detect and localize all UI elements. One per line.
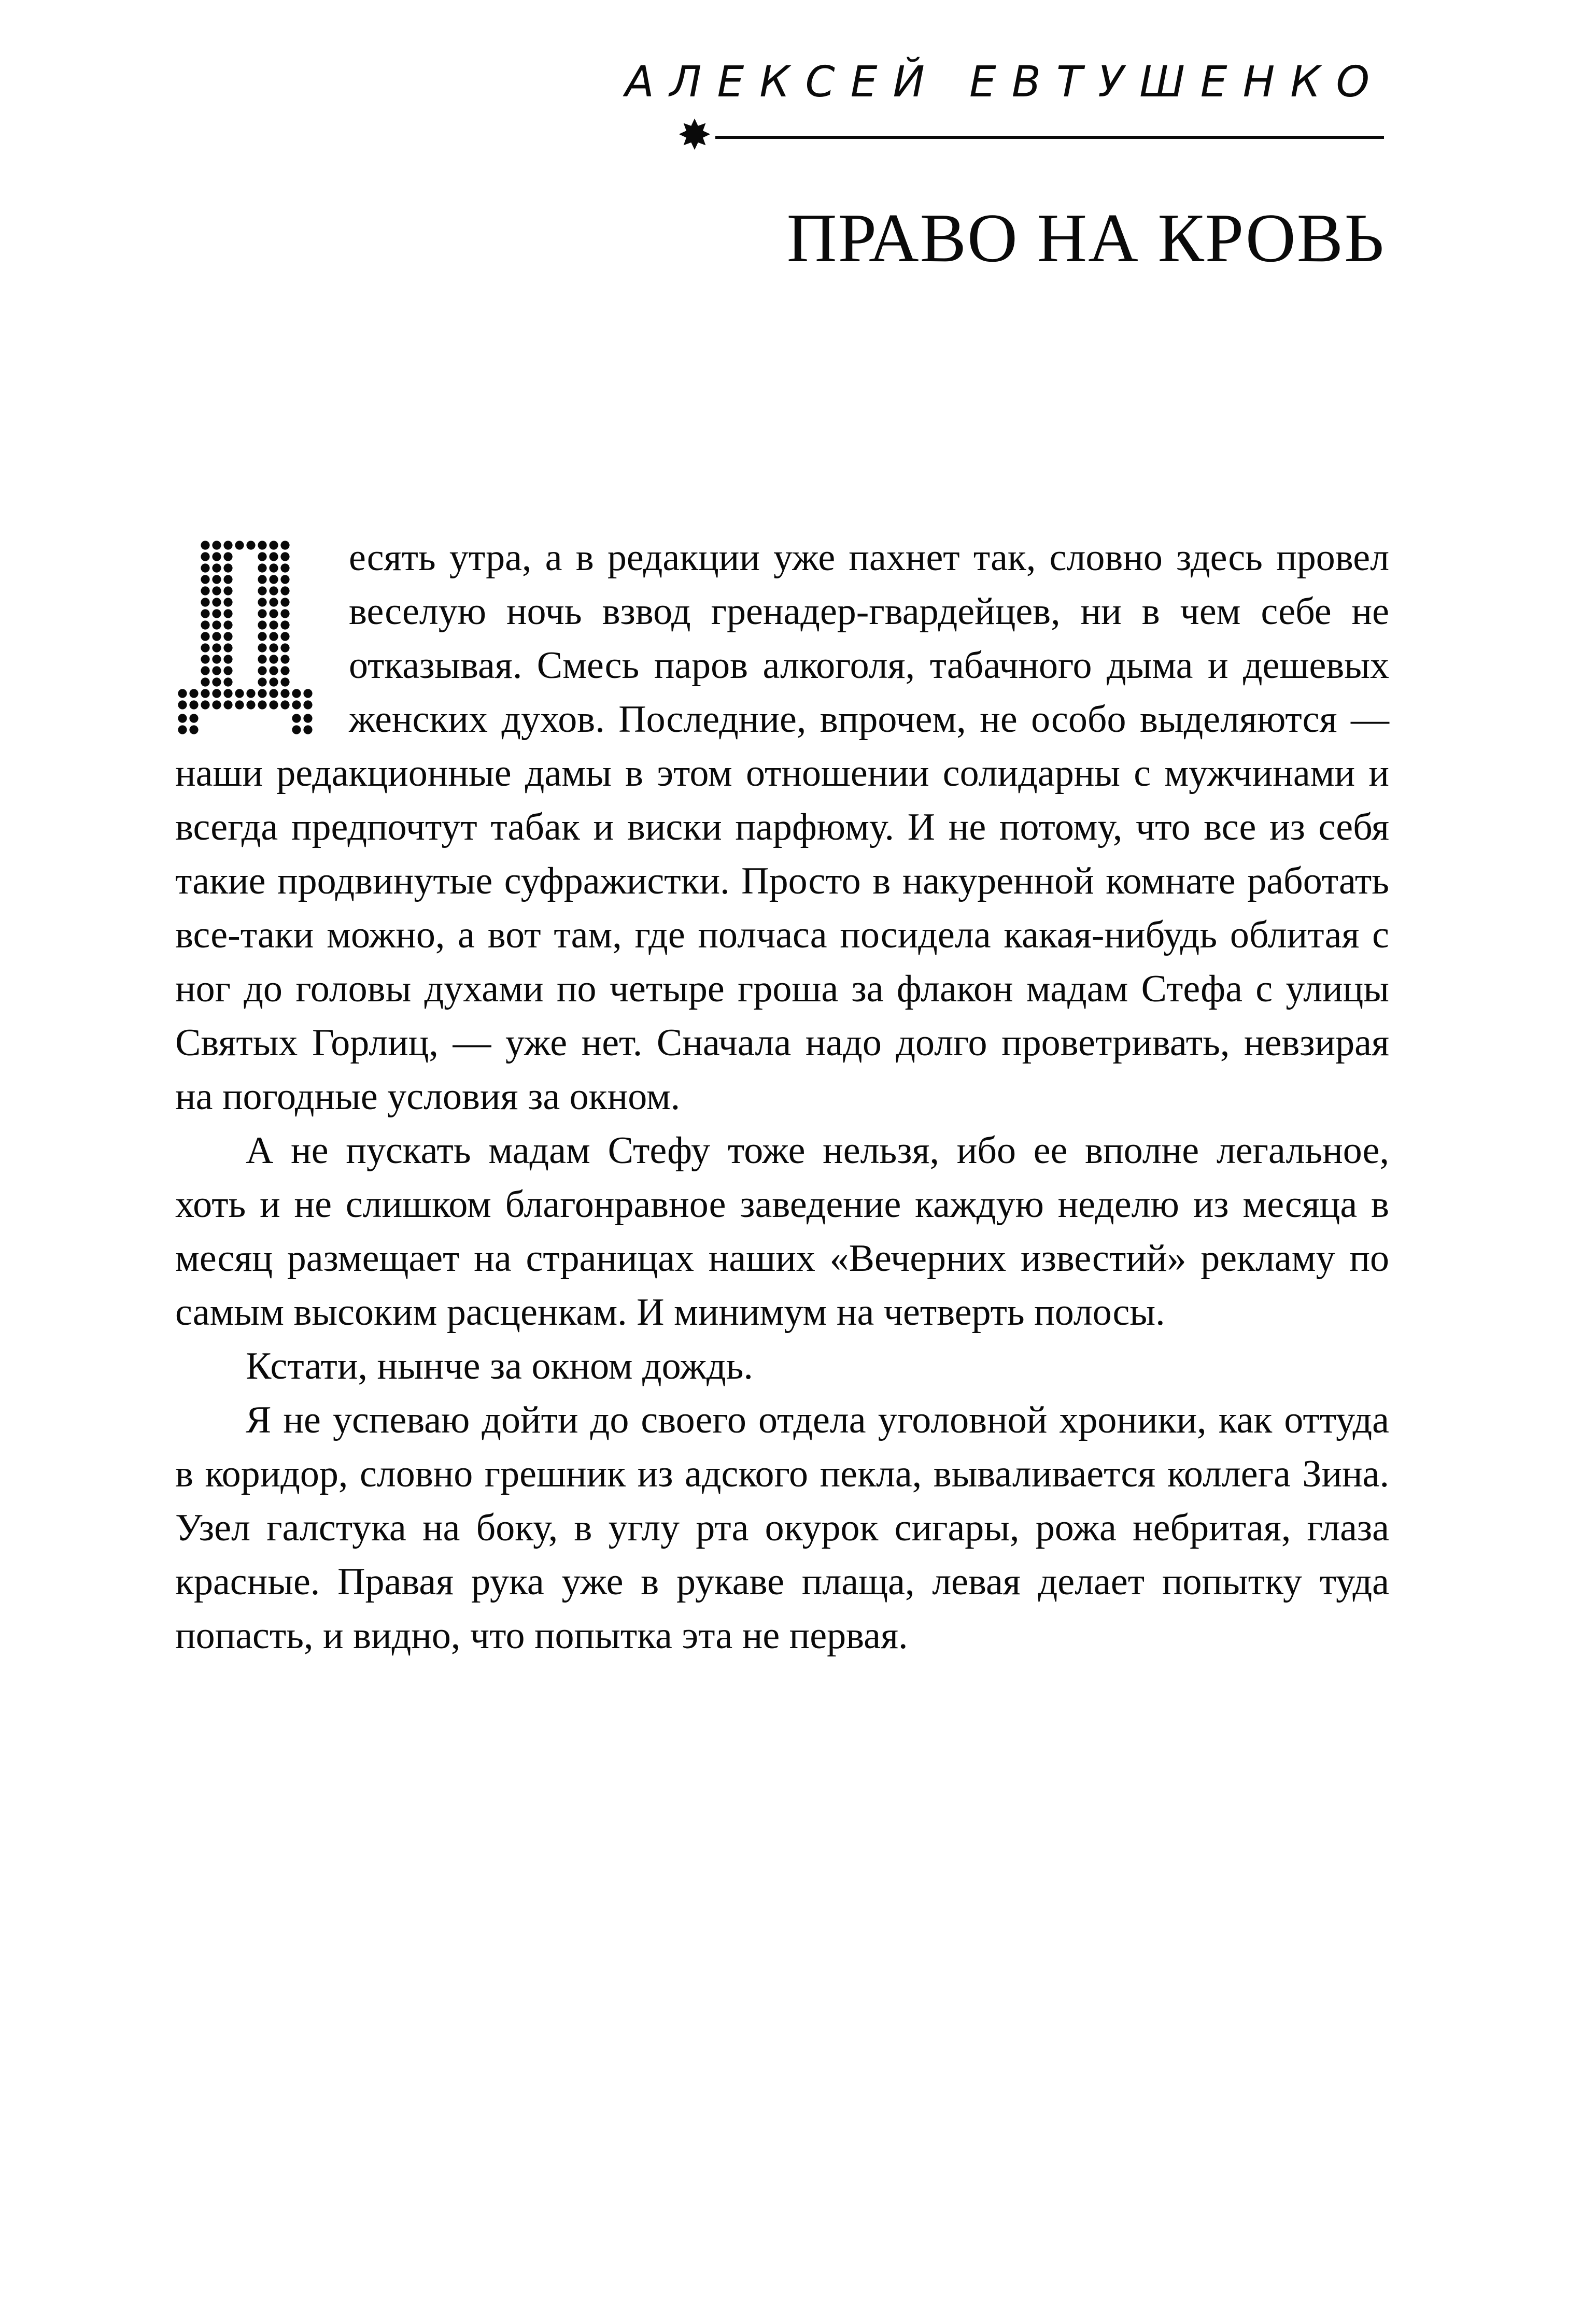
body-text xyxy=(175,531,1389,1663)
drop-cap-dot xyxy=(303,714,312,722)
drop-cap-dot xyxy=(212,620,221,629)
drop-cap-dot xyxy=(223,689,232,698)
drop-cap-dot xyxy=(258,586,266,595)
drop-cap-dot xyxy=(258,677,266,686)
drop-cap-dot xyxy=(201,689,209,698)
drop-cap-dot xyxy=(258,700,266,709)
drop-cap-dot xyxy=(201,677,209,686)
drop-cap-dot xyxy=(212,689,221,698)
drop-cap-dot xyxy=(223,700,232,709)
drop-cap-dot xyxy=(280,689,289,698)
drop-cap-dot xyxy=(269,541,278,549)
star-icon: ✸ xyxy=(674,115,715,157)
drop-cap-dot xyxy=(269,598,278,606)
drop-cap-dot xyxy=(280,620,289,629)
drop-cap-dot xyxy=(212,541,221,549)
drop-cap-dot xyxy=(235,689,244,698)
drop-cap-dot xyxy=(223,541,232,549)
drop-cap-dot xyxy=(212,655,221,663)
drop-cap-dot xyxy=(212,586,221,595)
drop-cap-dot xyxy=(223,552,232,561)
drop-cap-dot xyxy=(178,725,187,734)
chapter-title: ПРАВО НА КРОВЬ xyxy=(786,200,1385,276)
drop-cap-dot xyxy=(201,609,209,618)
drop-cap-dot xyxy=(223,575,232,584)
drop-cap-dot xyxy=(280,666,289,675)
drop-cap-dot xyxy=(303,689,312,698)
drop-cap-dot xyxy=(269,563,278,572)
drop-cap-dot xyxy=(246,689,255,698)
drop-cap-dot xyxy=(258,632,266,641)
drop-cap-dot xyxy=(258,620,266,629)
drop-cap-dot xyxy=(201,632,209,641)
drop-cap-dot xyxy=(258,563,266,572)
drop-cap-dot xyxy=(258,552,266,561)
drop-cap-dot xyxy=(223,632,232,641)
drop-cap-dot xyxy=(280,655,289,663)
drop-cap-dot xyxy=(235,700,244,709)
drop-cap-dot xyxy=(201,666,209,675)
drop-cap-dot xyxy=(223,620,232,629)
drop-cap-dot xyxy=(269,552,278,561)
drop-cap-dot xyxy=(212,598,221,606)
drop-cap-dot xyxy=(269,689,278,698)
drop-cap-dot xyxy=(269,700,278,709)
paragraph-4: Я не успеваю дойти до своего отдела уголовной хроники, как оттуда в коридор, словно грешник из адского пекла, вываливается коллега Зина. Узел галстука на боку, в углу рта окурок сигары, рожа небритая, глаза красные. Правая рука уже в рукаве плаща, левая делает попытку туда попасть, и видно, что попытка эта не первая. xyxy=(175,1399,1389,1657)
drop-cap-dot xyxy=(223,563,232,572)
drop-cap-dot xyxy=(292,714,301,722)
drop-cap-dot xyxy=(178,689,187,698)
drop-cap-dot xyxy=(223,586,232,595)
drop-cap-dot xyxy=(201,586,209,595)
drop-cap-dot xyxy=(189,689,198,698)
drop-cap-dot xyxy=(280,586,289,595)
drop-cap-dot xyxy=(280,552,289,561)
paragraph-3: Кстати, нынче за окном дождь. xyxy=(246,1345,753,1387)
drop-cap-dot xyxy=(189,700,198,709)
drop-cap-dot xyxy=(258,541,266,549)
drop-cap-letter-d xyxy=(175,538,318,743)
drop-cap-dot xyxy=(223,643,232,652)
drop-cap-dot xyxy=(201,598,209,606)
paragraph-1-text: есять утра, а в редакции уже пахнет так, словно здесь провел веселую ночь взвод гренадер-гвардейцев, ни в чем себе не отказывая. Смесь паров алкоголя, табачного дыма и дешевых женских духов. Последние, впрочем, не особо выделяются — наши редакционные дамы в этом отношении солидарны с мужчинами и всегда предпочтут табак и виски парфюму. И не потому, что все из себя такие продвинутые суфражистки. Просто в накуренной комнате работать все-таки можно, а вот там, где полчаса посидела какая-нибудь облитая с ног до головы духами по четыре гроша за флакон мадам Стефа с улицы Святых Горлиц, — уже нет. Сначала надо долго проветривать, невзирая на погодные условия за окном. xyxy=(175,536,1389,1118)
drop-cap-dot xyxy=(223,666,232,675)
drop-cap-dot xyxy=(292,689,301,698)
drop-cap-dot xyxy=(269,655,278,663)
drop-cap-dot xyxy=(258,689,266,698)
drop-cap-dot xyxy=(212,632,221,641)
paragraph-1 xyxy=(175,531,1389,1124)
drop-cap-dot xyxy=(223,609,232,618)
drop-cap-dot xyxy=(269,575,278,584)
drop-cap-dot xyxy=(178,700,187,709)
drop-cap-dot xyxy=(212,677,221,686)
drop-cap-dot xyxy=(223,598,232,606)
author-name: АЛЕКСЕЙ ЕВТУШЕНКО xyxy=(625,58,1385,107)
drop-cap-dot xyxy=(201,655,209,663)
drop-cap-dot xyxy=(258,643,266,652)
drop-cap-dot xyxy=(258,598,266,606)
drop-cap-dot xyxy=(246,541,255,549)
drop-cap-dot xyxy=(269,643,278,652)
drop-cap-dot xyxy=(178,714,187,722)
drop-cap-dot xyxy=(280,700,289,709)
drop-cap-dot xyxy=(212,666,221,675)
drop-cap-dot xyxy=(201,552,209,561)
drop-cap-dot xyxy=(201,563,209,572)
drop-cap-dot xyxy=(280,598,289,606)
drop-cap-dot xyxy=(212,609,221,618)
drop-cap-dot xyxy=(269,666,278,675)
drop-cap-dot xyxy=(212,643,221,652)
drop-cap-dot xyxy=(258,575,266,584)
drop-cap-dot xyxy=(212,552,221,561)
drop-cap-dot xyxy=(303,725,312,734)
drop-cap-dot xyxy=(280,541,289,549)
drop-cap-dot xyxy=(269,586,278,595)
drop-cap-dot xyxy=(280,563,289,572)
drop-cap-dot xyxy=(280,575,289,584)
drop-cap-dot xyxy=(189,714,198,722)
paragraph-2: А не пускать мадам Стефу тоже нельзя, ибо ее вполне легальное, хоть и не слишком благонравное заведение каждую неделю из месяца в месяц размещает на страницах наших «Вечерних известий» рекламу по самым высоким расценкам. И минимум на четверть полосы. xyxy=(175,1129,1389,1334)
drop-cap-dot xyxy=(292,700,301,709)
drop-cap-dot xyxy=(280,609,289,618)
drop-cap-dot xyxy=(269,620,278,629)
drop-cap-dot xyxy=(258,609,266,618)
drop-cap-dot xyxy=(223,677,232,686)
drop-cap-dot xyxy=(212,563,221,572)
drop-cap-dot xyxy=(280,677,289,686)
drop-cap-dot xyxy=(212,700,221,709)
drop-cap-dot xyxy=(246,700,255,709)
drop-cap-dot xyxy=(212,575,221,584)
header-rule xyxy=(689,136,1384,139)
drop-cap-dot xyxy=(303,700,312,709)
drop-cap-dot xyxy=(201,620,209,629)
drop-cap-dot xyxy=(235,541,244,549)
drop-cap-dot xyxy=(201,643,209,652)
drop-cap-dot xyxy=(269,632,278,641)
drop-cap-dot xyxy=(280,632,289,641)
drop-cap xyxy=(175,538,318,743)
drop-cap-dot xyxy=(258,666,266,675)
drop-cap-dot xyxy=(223,655,232,663)
drop-cap-dot xyxy=(258,655,266,663)
drop-cap-dot xyxy=(189,725,198,734)
drop-cap-dot xyxy=(201,541,209,549)
drop-cap-dot xyxy=(292,725,301,734)
drop-cap-dot xyxy=(201,575,209,584)
drop-cap-dot xyxy=(269,677,278,686)
drop-cap-dot xyxy=(280,643,289,652)
drop-cap-dot xyxy=(201,700,209,709)
drop-cap-dot xyxy=(269,609,278,618)
